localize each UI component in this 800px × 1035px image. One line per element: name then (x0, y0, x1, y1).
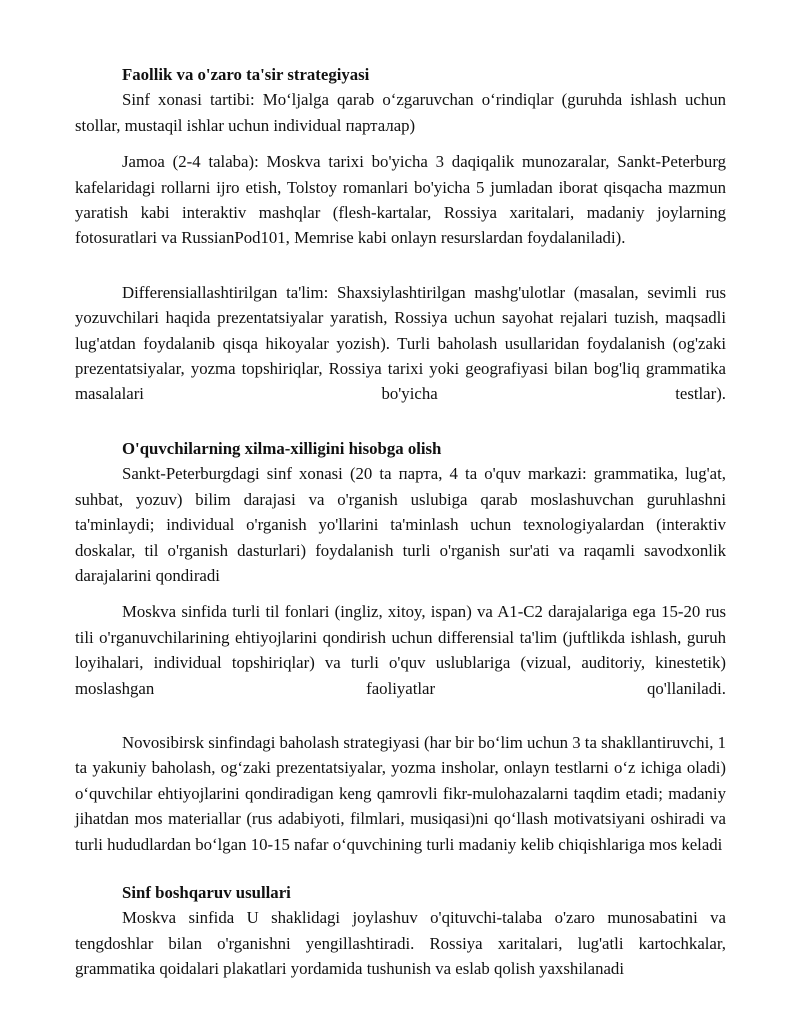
paragraph-classroom-layout: Sinf xonasi tartibi: Mo‘ljalga qarab o‘zgaruvchan o‘rindiqlar (guruhda ishlash uchun stollar, mustaqil ishlar uchun individual парталар) (75, 90, 726, 135)
paragraph-u-shaped-layout: Moskva sinfida U shaklidagi joylashuv o'qituvchi-talaba o'zaro munosabatini va tengdoshlar bilan o'rganishni yengillashtiradi. Rossiya xaritalari, lug'atli kartochkalar, grammatika qoidalari plakatlari yordamida tushunish va eslab qolish yaxshilanadi (75, 908, 726, 979)
section-heading-learner-diversity: O'quvchilarning xilma-xilligini hisobga olish (122, 438, 442, 458)
paragraph-team-activities: Jamoa (2-4 talaba): Moskva tarixi bo'yicha 3 daqiqalik munozaralar, Sankt-Peterburg kafelaridagi rollarni ijro etish, Tolstoy romanlari bo'yicha 5 jumladan iborat qisqacha mazmun yaratish kabi interaktiv mashqlar (flesh-kartalar, Rossiya xaritalari, madaniy joylarning fotosuratlari va RussianPod101, Memrise kabi onlayn resurslardan foydalaniladi). (75, 152, 726, 248)
section-heading-classroom-management: Sinf boshqaruv usullari (122, 882, 291, 902)
paragraph-differentiated-learning: Differensiallashtirilgan ta'lim: Shaxsiylashtirilgan mashg'ulotlar (masalan, sevimli rus yozuvchilari haqida prezentatsiyalar yaratish, Rossiya uchun sayohat rejalari tuzish, maqsadli lug'atdan foydalanib qisqa hikoyalar yozish). Turli baholash usullaridan foydalanish (og'zaki prezentatsiyalar, yozma topshiriqlar, Rossiya tarixi yoki geografiyasi bilan bog'liq grammatika masalalari bo'yicha testlar). (75, 282, 726, 404)
section-heading-activity-strategy: Faollik va o'zaro ta'sir strategiyasi (122, 65, 370, 84)
paragraph-novosibirsk-assessment: Novosibirsk sinfindagi baholash strategiyasi (har bir bo‘lim uchun 3 ta shakllantiruvchi, 1 ta yakuniy baholash, og‘zaki prezentatsiyalar, yozma insholar, onlayn testlarni o‘z ichiga oladi) o‘quvchilar ehtiyojlarini qondiradigan keng qamrovli fikr-mulohazalarni taqdim etadi; madaniy jihatdan mos materiallar (rus adabiyoti, filmlari, musiqasi)ni qo‘llash motivatsiyani oshiradi va turli hududlardan bo‘lgan 10-15 nafar o‘quvchining turli madaniy kelib chiqishlariga mos keladi (75, 732, 727, 854)
paragraph-moscow-classroom: Moskva sinfida turli til fonlari (ingliz, xitoy, ispan) va A1-C2 darajalariga ega 15-20 rus tili o'rganuvchilarining ehtiyojlarini qondirish uchun differensial ta'lim (juftlikda ishlash, guruh loyihalari, individual topshiriqlar) va turli o'quv uslublariga (vizual, auditoriy, kinestetik) moslashgan faoliyatlar qo'llaniladi. (75, 602, 726, 698)
document-page (75, 62, 726, 982)
paragraph-st-petersburg-classroom: Sankt-Peterburgdagi sinf xonasi (20 ta парта, 4 ta o'quv markazi: grammatika, lug'at, suhbat, yozuv) bilim darajasi va o'rganish uslubiga qarab moslashuvchan guruhlashni ta'minlaydi; individual o'rganish yo'llarini ta'minlash uchun texnologiyalardan (interaktiv doskalar, til o'rganish dasturlari) foydalanish turli o'rganish sur'ati va raqamli savodxonlik darajalarini qondiradi (75, 464, 726, 585)
